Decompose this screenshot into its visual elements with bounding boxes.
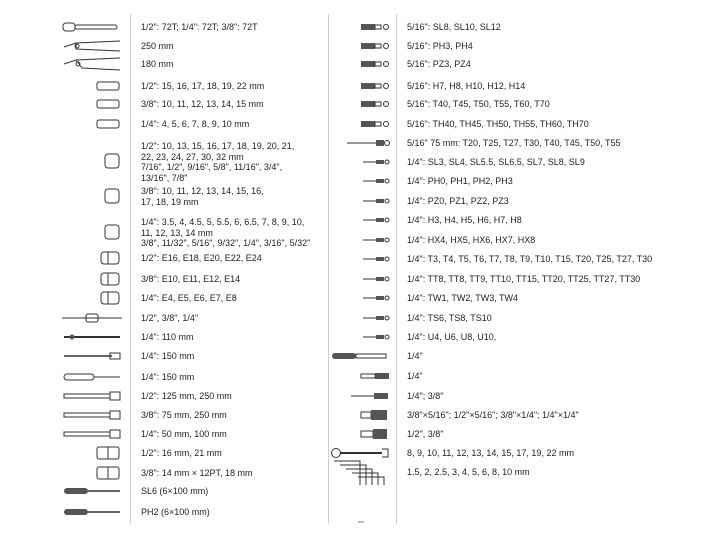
left-item-label: 3/8": E10, E11, E12, E14 bbox=[141, 274, 241, 284]
left-item-label: 1/4": 150 mm bbox=[141, 372, 195, 382]
e-torx-socket-icon bbox=[100, 272, 122, 286]
small-bit-icon bbox=[362, 333, 390, 341]
right-item-label: 1/4": U4, U6, U8, U10, bbox=[407, 332, 497, 342]
left-item-label: 1/2", 3/8", 1/4" bbox=[141, 313, 199, 323]
right-item-label: 1.5, 2, 2.5, 3, 4, 5, 6, 8, 10 mm bbox=[407, 467, 530, 477]
e-torx-socket-icon bbox=[100, 251, 122, 265]
pipe-wrench-pliers-icon bbox=[62, 39, 122, 53]
left-item-label: 1/4": 4, 5, 6, 7, 8, 9, 10 mm bbox=[141, 119, 250, 129]
left-item-label: 3/8": 10, 11, 12, 13, 14, 15 mm bbox=[141, 99, 264, 109]
left-item-label: 1/2": 16 mm, 21 mm bbox=[141, 448, 222, 458]
left-item-label: 1/4": 110 mm bbox=[141, 332, 194, 342]
universal-joint-icon bbox=[62, 313, 122, 323]
ratchet-handle-icon bbox=[62, 20, 122, 34]
bit-icon bbox=[360, 82, 390, 90]
small-bit-icon bbox=[362, 216, 390, 224]
right-item-label: 5/16": PH3, PH4 bbox=[407, 41, 473, 51]
right-item-label: 1/4": T3, T4, T5, T6, T7, T8, T9, T10, T15, T20, T25, T27, T30 bbox=[407, 254, 653, 264]
small-bit-icon bbox=[362, 275, 390, 283]
long-socket-icon bbox=[96, 80, 122, 92]
phillips-screwdriver-icon bbox=[62, 507, 122, 517]
socket-icon bbox=[104, 188, 122, 204]
bit-icon bbox=[360, 60, 390, 68]
right-item-label: 1/2", 3/8" bbox=[407, 429, 444, 439]
small-bit-icon bbox=[362, 236, 390, 244]
right-item-label: 5/16" 75 mm: T20, T25, T27, T30, T40, T45, T50, T55 bbox=[407, 138, 621, 148]
right-item-label: 1/4": HX4, HX5, HX6, HX7, HX8 bbox=[407, 235, 536, 245]
small-bit-icon bbox=[362, 197, 390, 205]
right-item-label: 5/16": T40, T45, T50, T55, T60, T70 bbox=[407, 99, 550, 109]
bit-holder-icon bbox=[350, 392, 390, 400]
extension-bar-icon bbox=[62, 391, 122, 401]
bit-icon bbox=[360, 23, 390, 31]
adapter-icon bbox=[360, 428, 390, 440]
right-item-label: 1/4"; 3/8" bbox=[407, 391, 444, 401]
left-item-label: 1/4": 3.5, 4, 4.5, 5, 5.5, 6, 6.5, 7, 8, 9, 10, 11, 12, 13, 14 mm 3/8", 11/32", 5/16", 9/32", 1/4", 3/16", 5/32" bbox=[141, 217, 311, 248]
hex-key-set-icon bbox=[330, 457, 390, 487]
left-item-label: 180 mm bbox=[141, 59, 174, 69]
socket-adapter-icon bbox=[360, 409, 390, 421]
left-item-label: 1/2": E16, E18, E20, E22, E24 bbox=[141, 253, 262, 263]
page-marker bbox=[358, 521, 364, 523]
right-item-label: 1/4": PZ0, PZ1, PZ2, PZ3 bbox=[407, 196, 509, 206]
left-item-label: 1/2": 125 mm, 250 mm bbox=[141, 391, 232, 401]
left-item-label: 1/2": 72T; 1/4": 72T; 3/8": 72T bbox=[141, 22, 258, 32]
right-item-label: 1/4": TW1, TW2, TW3, TW4 bbox=[407, 293, 519, 303]
socket-icon bbox=[104, 224, 122, 240]
left-item-label: 3/8": 14 mm × 12PT, 18 mm bbox=[141, 468, 253, 478]
flexible-extension-icon bbox=[62, 351, 122, 361]
small-bit-icon bbox=[362, 158, 390, 166]
combination-pliers-icon bbox=[62, 57, 122, 71]
left-item-label: 1/2": 10, 13, 15, 16, 17, 18, 19, 20, 21, 22, 23, 24, 27, 30, 32 mm 7/16", 1/2", 9/16", 5/8", 11/16", 3/4", 13/16", 7/8" bbox=[141, 141, 295, 183]
bit-adapter-icon bbox=[360, 372, 390, 380]
bit-driver-handle-icon bbox=[330, 351, 390, 361]
small-bit-icon bbox=[362, 294, 390, 302]
right-item-label: 5/16": PZ3, PZ4 bbox=[407, 59, 471, 69]
left-item-label: PH2 (6×100 mm) bbox=[141, 507, 210, 517]
column-divider-right bbox=[396, 14, 397, 524]
right-item-label: 5/16": SL8, SL10, SL12 bbox=[407, 22, 501, 32]
spark-plug-socket-icon bbox=[96, 466, 122, 480]
left-item-label: 3/8": 10, 11, 12, 13, 14, 15, 16, 17, 18, 19 mm bbox=[141, 186, 264, 207]
small-bit-icon bbox=[362, 177, 390, 185]
left-item-label: SL6 (6×100 mm) bbox=[141, 486, 209, 496]
right-item-label: 1/4": H3, H4, H5, H6, H7, H8 bbox=[407, 215, 522, 225]
column-divider-middle bbox=[328, 14, 329, 524]
bit-icon bbox=[360, 42, 390, 50]
right-item-label: 8, 9, 10, 11, 12, 13, 14, 15, 17, 19, 22 mm bbox=[407, 448, 574, 458]
column-divider-left bbox=[130, 14, 131, 524]
right-item-label: 1/4" bbox=[407, 351, 423, 361]
e-torx-socket-icon bbox=[100, 291, 122, 305]
long-bit-icon bbox=[346, 139, 390, 147]
sliding-t-bar-icon bbox=[62, 332, 122, 342]
socket-icon bbox=[104, 153, 122, 169]
flat-screwdriver-icon bbox=[62, 486, 122, 496]
left-item-label: 250 mm bbox=[141, 41, 174, 51]
left-item-label: 1/4": 150 mm bbox=[141, 351, 195, 361]
left-item-label: 1/2": 15, 16, 17, 18, 19, 22 mm bbox=[141, 81, 265, 91]
spark-plug-socket-icon bbox=[96, 446, 122, 460]
right-item-label: 5/16": TH40, TH45, TH50, TH55, TH60, TH70 bbox=[407, 119, 589, 129]
bit-icon bbox=[360, 100, 390, 108]
small-bit-icon bbox=[362, 314, 390, 322]
right-item-label: 1/4": TS6, TS8, TS10 bbox=[407, 313, 492, 323]
left-item-label: 3/8": 75 mm, 250 mm bbox=[141, 410, 227, 420]
right-item-label: 1/4": SL3, SL4, SL5.5, SL6.5, SL7, SL8, SL9 bbox=[407, 157, 585, 167]
left-item-label: 1/4": 50 mm, 100 mm bbox=[141, 429, 227, 439]
small-bit-icon bbox=[362, 255, 390, 263]
extension-bar-icon bbox=[62, 429, 122, 439]
right-item-label: 5/16": H7, H8, H10, H12, H14 bbox=[407, 81, 526, 91]
right-item-label: 1/4": PH0, PH1, PH2, PH3 bbox=[407, 176, 513, 186]
extension-bar-icon bbox=[62, 410, 122, 420]
bit-icon bbox=[360, 120, 390, 128]
right-item-label: 1/4": TT8, TT8, TT9, TT10, TT15, TT20, TT25, TT27, TT30 bbox=[407, 274, 641, 284]
right-item-label: 3/8"×5/16"; 1/2"×5/16"; 3/8"×1/4"; 1/4"×1/4" bbox=[407, 410, 579, 420]
long-socket-icon bbox=[96, 118, 122, 130]
right-item-label: 1/4" bbox=[407, 371, 423, 381]
spinner-handle-icon bbox=[62, 372, 122, 382]
long-socket-icon bbox=[96, 98, 122, 110]
left-item-label: 1/4": E4, E5, E6, E7, E8 bbox=[141, 293, 237, 303]
